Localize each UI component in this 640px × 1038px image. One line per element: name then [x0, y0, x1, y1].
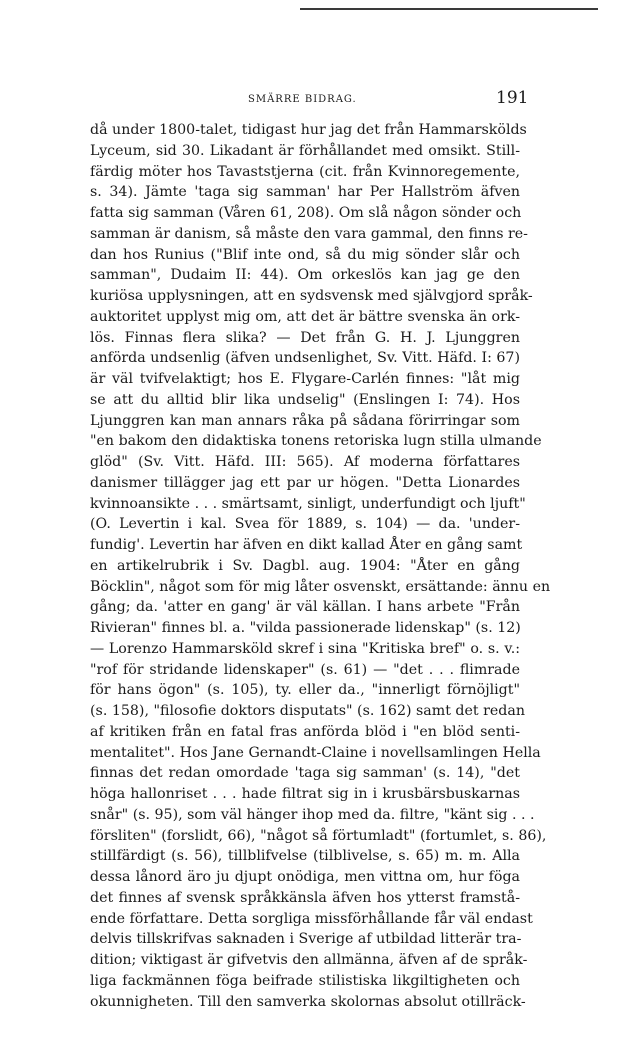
- text-line: dessa lånord äro ju djupt onödiga, men vittna om, hur föga: [90, 869, 520, 885]
- text-line: Ljunggren kan man annars råka på sådana förirringar som: [90, 412, 520, 429]
- text-line: — Lorenzo Hammarsköld skref i sina "Kritiska bref" o. s. v.:: [90, 640, 520, 657]
- text-line: auktoritet upplyst mig om, att det är bättre svenska än ork-: [90, 308, 520, 325]
- text-line: fatta sig samman (Våren 61, 208). Om slå någon sönder och: [90, 205, 522, 221]
- text-line: s. 34). Jämte 'taga sig samman' har Per Hallström äfven: [90, 184, 520, 201]
- text-line: Rivieran" finnes bl. a. "vilda passionerade lidenskap" (s. 12): [90, 620, 521, 636]
- text-line: Lyceum, sid 30. Likadant är förhållandet med omsikt. Still-: [90, 142, 520, 159]
- text-line: mentalitet". Hos Jane Gernandt-Claine i novellsamlingen Hella: [90, 744, 541, 761]
- text-line: färdig möter hos Tavaststjerna (cit. från Kvinnoregemente,: [90, 163, 520, 180]
- text-line: höga hallonriset . . . hade filtrat sig in i krusbärsbuskarnas: [90, 786, 520, 802]
- top-rule: [300, 8, 598, 10]
- text-line: det finnes af svensk språkkänsla äfven hos ytterst framstå-: [90, 889, 520, 906]
- text-line: samman", Dudaim II: 44). Om orkeslös kan jag ge den: [90, 267, 520, 284]
- text-line: gång; da. 'atter en gang' är väl källan. I hans arbete "Från: [90, 599, 520, 616]
- text-line: se att du alltid blir lika undselig" (Enslingen I: 74). Hos: [90, 391, 520, 408]
- text-line: delvis tillskrifvas saknaden i Sverige af utbildad litterär tra-: [90, 931, 522, 948]
- text-line: kvinnoansikte . . . smärtsamt, sinligt, underfundigt och ljuft": [90, 495, 526, 512]
- running-head: SMÄRRE BIDRAG.: [248, 94, 357, 105]
- text-line: (s. 158), "filosofie doktors disputats" (s. 162) samt det redan: [90, 703, 525, 719]
- text-line: för hans ögon" (s. 105), ty. eller da., "innerligt förnöjligt": [90, 682, 520, 699]
- text-line: finnas det redan omordade 'taga sig samman' (s. 14), "det: [90, 765, 520, 782]
- text-line: kuriösa upplysningen, att en sydsvensk med självgjord språk-: [90, 288, 533, 304]
- text-line: danismer tillägger jag ett par ur högen. "Detta Lionardes: [90, 474, 520, 491]
- text-line: då under 1800-talet, tidigast hur jag det från Hammarskölds: [90, 122, 527, 138]
- text-line: (O. Levertin i kal. Svea för 1889, s. 104) — da. 'under-: [90, 516, 520, 533]
- text-line: lös. Finnas flera slika? — Det från G. H. J. Ljunggren: [90, 329, 520, 346]
- body-text: [90, 120, 551, 1012]
- text-line: af kritiken från en fatal fras anförda blöd i "en blöd senti-: [90, 723, 520, 740]
- text-line: försliten" (forslidt, 66), "något så förtumladt" (fortumlet, s. 86),: [90, 827, 547, 844]
- text-line: dition; viktigast är gifvetvis den allmänna, äfven af de språk-: [90, 952, 528, 968]
- text-line: okunnigheten. Till den samverka skolornas absolut otillräck-: [90, 993, 526, 1010]
- text-line: Böcklin", något som för mig låter osvenskt, ersättande: ännu en: [90, 578, 551, 595]
- text-line: stillfärdigt (s. 56), tillblifvelse (tilblivelse, s. 65) m. m. Alla: [90, 848, 520, 865]
- text-line: glöd" (Sv. Vitt. Häfd. III: 565). Af moderna författares: [90, 454, 520, 470]
- text-line: dan hos Runius ("Blif inte ond, så du mig sönder slår och: [90, 246, 520, 263]
- page-number: 191: [496, 88, 529, 108]
- text-line: en artikelrubrik i Sv. Dagbl. aug. 1904: "Åter en gång: [90, 557, 520, 574]
- text-line: ende författare. Detta sorgliga missförhållande får väl endast: [90, 910, 533, 927]
- text-line: snår" (s. 95), som väl hänger ihop med da. filtre, "känt sig . . .: [90, 806, 535, 823]
- text-line: samman är danism, så måste den vara gammal, den finns re-: [90, 225, 528, 242]
- text-line: anförda undsenlig (äfven undsenlighet, Sv. Vitt. Häfd. I: 67): [90, 350, 520, 367]
- text-line: fundig'. Levertin har äfven en dikt kallad Åter en gång samt: [90, 537, 523, 553]
- text-line: "en bakom den didaktiska tonens retoriska lugn stilla ulmande: [90, 433, 542, 450]
- text-line: är väl tvifvelaktigt; hos E. Flygare-Carlén finnes: "låt mig: [90, 371, 520, 387]
- text-line: "rof för stridande lidenskaper" (s. 61) — "det . . . flimrade: [90, 661, 520, 678]
- text-line: liga fackmännen föga beifrade stilistiska likgiltigheten och: [90, 972, 520, 989]
